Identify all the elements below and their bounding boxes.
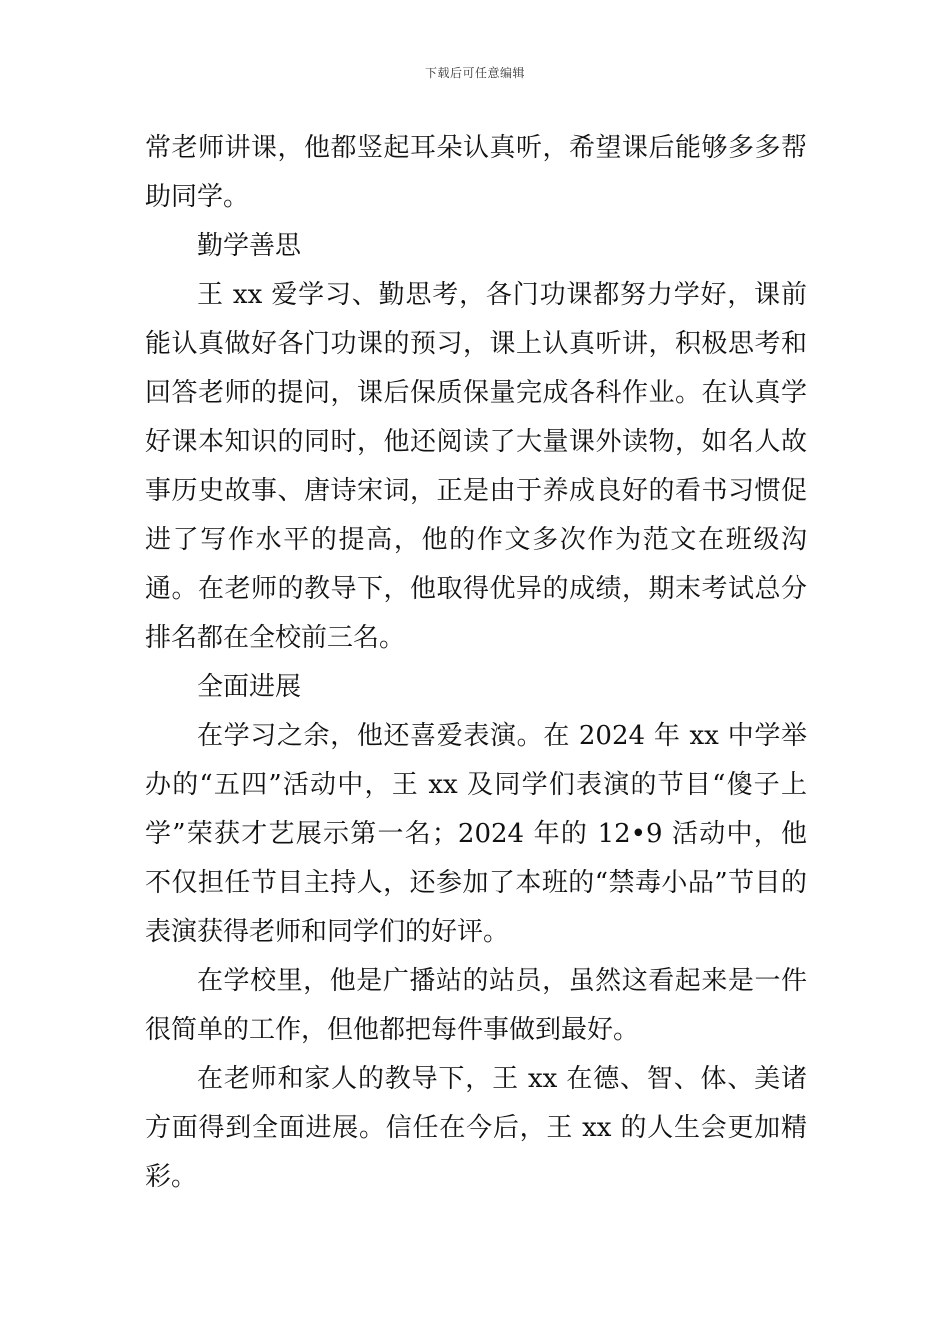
paragraph-conclusion: 在老师和家人的教导下，王 xx 在德、智、体、美诸方面得到全面进展。信任在今后，王 xx 的人生会更加精彩。	[145, 1064, 807, 1192]
paragraph-study-habits: 王 xx 爱学习、勤思考，各门功课都努力学好，课前能认真做好各门功课的预习，课上认真听讲，积极思考和回答老师的提问，课后保质保量完成各科作业。在认真学好课本知识的同时，他还阅读了大量课外读物，如名人故事历史故事、唐诗宋词，正是由于养成良好的看书习惯促进了写作水平的提高，他的作文多次作为范文在班级沟通。在老师的教导下，他取得优异的成绩，期末考试总分排名都在全校前三名。	[145, 280, 807, 653]
paragraph-broadcast-station: 在学校里，他是广播站的站员，虽然这看起来是一件很简单的工作，但他都把每件事做到最好。	[145, 966, 807, 1045]
paragraph-continuation: 常老师讲课，他都竖起耳朵认真听，希望课后能够多多帮助同学。	[145, 133, 807, 212]
page-header: 下载后可任意编辑	[424, 66, 525, 80]
paragraph-performances: 在学习之余，他还喜爱表演。在 2024 年 xx 中学举办的“五四”活动中，王 xx 及同学们表演的节目“傻子上学”荣获才艺展示第一名；2024 年的 12•9 活动中，他不仅担任节目主持人，还参加了本班的“禁毒小品”节目的表演获得老师和同学们的好评。	[145, 721, 807, 947]
document-body	[145, 124, 807, 1202]
section-heading-all-round-development: 全面进展	[197, 672, 302, 702]
section-heading-diligent-study: 勤学善思	[197, 231, 302, 261]
